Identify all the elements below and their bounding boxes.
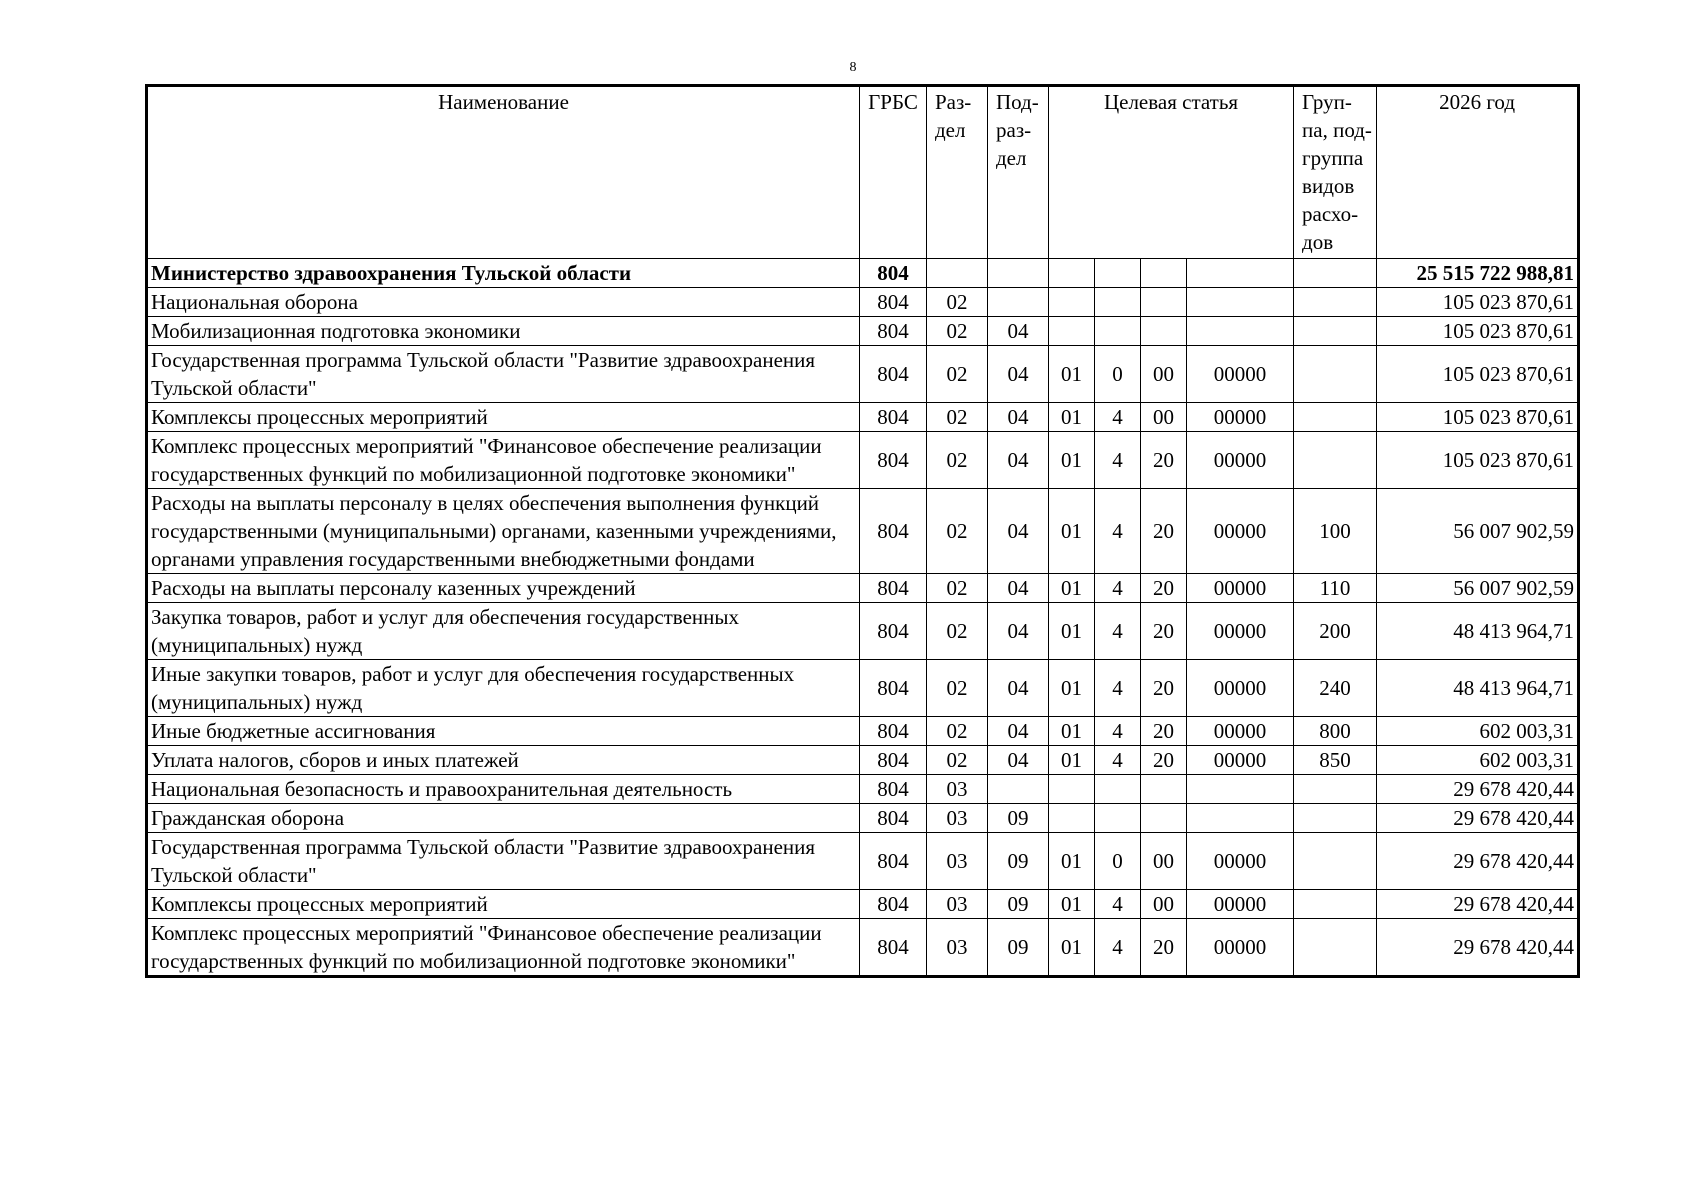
cell-amount: 29 678 420,44 [1377, 775, 1578, 804]
cell-amount: 29 678 420,44 [1377, 890, 1578, 919]
cell-expense-group: 100 [1294, 489, 1377, 574]
cell-target-program: 01 [1049, 432, 1095, 489]
page-number: 8 [849, 60, 857, 75]
cell-target-subprogram [1141, 317, 1187, 346]
cell-expense-group: 850 [1294, 746, 1377, 775]
cell-name: Мобилизационная подготовка экономики [148, 317, 860, 346]
cell-name: Расходы на выплаты персоналу казенных учреждений [148, 574, 860, 603]
cell-section: 02 [927, 317, 988, 346]
cell-section: 02 [927, 660, 988, 717]
cell-target-program: 01 [1049, 717, 1095, 746]
cell-name: Комплексы процессных мероприятий [148, 890, 860, 919]
cell-expense-group: 200 [1294, 603, 1377, 660]
cell-target-subprogram [1141, 775, 1187, 804]
cell-target-direction: 00000 [1187, 432, 1294, 489]
cell-amount: 25 515 722 988,81 [1377, 259, 1578, 288]
header-target-article: Целевая статья [1049, 87, 1294, 259]
cell-name: Комплекс процессных мероприятий "Финансовое обеспечение реализации государственных функций по мобилизационной подготовке экономики" [148, 432, 860, 489]
cell-target-program [1049, 317, 1095, 346]
table-row [148, 833, 1578, 890]
table-row [148, 403, 1578, 432]
cell-target-direction: 00000 [1187, 574, 1294, 603]
cell-amount: 29 678 420,44 [1377, 833, 1578, 890]
cell-target-program [1049, 804, 1095, 833]
table-row [148, 919, 1578, 976]
cell-target-subprogram: 20 [1141, 660, 1187, 717]
cell-subsection [988, 259, 1049, 288]
cell-subsection: 04 [988, 717, 1049, 746]
table-row [148, 890, 1578, 919]
cell-name: Закупка товаров, работ и услуг для обеспечения государственных (муниципальных) нужд [148, 603, 860, 660]
cell-grbs: 804 [860, 403, 927, 432]
cell-grbs: 804 [860, 432, 927, 489]
cell-expense-group [1294, 259, 1377, 288]
cell-target-direction [1187, 804, 1294, 833]
cell-name: Министерство здравоохранения Тульской области [148, 259, 860, 288]
budget-table [147, 86, 1578, 976]
table-row [148, 717, 1578, 746]
cell-target-direction [1187, 259, 1294, 288]
cell-subsection: 09 [988, 804, 1049, 833]
cell-grbs: 804 [860, 660, 927, 717]
cell-amount: 56 007 902,59 [1377, 574, 1578, 603]
cell-target-type: 4 [1095, 890, 1141, 919]
cell-target-program: 01 [1049, 574, 1095, 603]
cell-target-type: 4 [1095, 603, 1141, 660]
cell-grbs: 804 [860, 833, 927, 890]
cell-grbs: 804 [860, 717, 927, 746]
cell-target-subprogram: 00 [1141, 890, 1187, 919]
cell-target-type: 4 [1095, 403, 1141, 432]
cell-target-type [1095, 775, 1141, 804]
cell-target-program: 01 [1049, 403, 1095, 432]
cell-target-type: 4 [1095, 574, 1141, 603]
cell-name: Государственная программа Тульской области "Развитие здравоохранения Тульской области" [148, 833, 860, 890]
cell-subsection: 09 [988, 919, 1049, 976]
cell-amount: 48 413 964,71 [1377, 603, 1578, 660]
cell-target-subprogram: 20 [1141, 574, 1187, 603]
cell-target-program: 01 [1049, 489, 1095, 574]
table-row [148, 346, 1578, 403]
cell-target-direction: 00000 [1187, 890, 1294, 919]
cell-section: 03 [927, 919, 988, 976]
cell-target-direction: 00000 [1187, 346, 1294, 403]
cell-expense-group: 800 [1294, 717, 1377, 746]
cell-grbs: 804 [860, 317, 927, 346]
cell-name: Национальная оборона [148, 288, 860, 317]
cell-target-program [1049, 775, 1095, 804]
cell-expense-group [1294, 317, 1377, 346]
table-row [148, 489, 1578, 574]
cell-target-type [1095, 317, 1141, 346]
cell-target-subprogram [1141, 288, 1187, 317]
cell-amount: 105 023 870,61 [1377, 288, 1578, 317]
cell-name: Уплата налогов, сборов и иных платежей [148, 746, 860, 775]
cell-grbs: 804 [860, 890, 927, 919]
cell-target-program: 01 [1049, 919, 1095, 976]
cell-target-direction: 00000 [1187, 833, 1294, 890]
cell-subsection: 04 [988, 317, 1049, 346]
cell-target-direction: 00000 [1187, 489, 1294, 574]
cell-target-subprogram: 00 [1141, 833, 1187, 890]
cell-target-subprogram: 20 [1141, 746, 1187, 775]
cell-target-direction: 00000 [1187, 603, 1294, 660]
cell-target-subprogram: 20 [1141, 919, 1187, 976]
table-row [148, 746, 1578, 775]
cell-section: 02 [927, 346, 988, 403]
cell-grbs: 804 [860, 775, 927, 804]
cell-target-program [1049, 288, 1095, 317]
cell-target-program: 01 [1049, 603, 1095, 660]
cell-section: 03 [927, 775, 988, 804]
table-row [148, 775, 1578, 804]
cell-subsection: 04 [988, 346, 1049, 403]
cell-target-type [1095, 288, 1141, 317]
table-row [148, 603, 1578, 660]
cell-subsection: 04 [988, 660, 1049, 717]
cell-target-program: 01 [1049, 746, 1095, 775]
cell-grbs: 804 [860, 346, 927, 403]
cell-target-subprogram: 20 [1141, 603, 1187, 660]
cell-target-subprogram: 20 [1141, 489, 1187, 574]
cell-amount: 56 007 902,59 [1377, 489, 1578, 574]
cell-section: 02 [927, 603, 988, 660]
cell-amount: 105 023 870,61 [1377, 317, 1578, 346]
cell-grbs: 804 [860, 804, 927, 833]
cell-target-direction [1187, 775, 1294, 804]
cell-subsection: 04 [988, 403, 1049, 432]
cell-grbs: 804 [860, 489, 927, 574]
cell-section: 02 [927, 717, 988, 746]
cell-expense-group [1294, 775, 1377, 804]
cell-section: 02 [927, 288, 988, 317]
cell-amount: 48 413 964,71 [1377, 660, 1578, 717]
header-year: 2026 год [1377, 87, 1578, 259]
cell-section: 03 [927, 804, 988, 833]
cell-amount: 105 023 870,61 [1377, 403, 1578, 432]
cell-target-direction [1187, 317, 1294, 346]
cell-grbs: 804 [860, 603, 927, 660]
cell-subsection: 04 [988, 432, 1049, 489]
cell-target-direction [1187, 288, 1294, 317]
cell-subsection: 04 [988, 574, 1049, 603]
cell-target-type [1095, 804, 1141, 833]
cell-subsection: 04 [988, 603, 1049, 660]
cell-target-program: 01 [1049, 833, 1095, 890]
cell-section [927, 259, 988, 288]
cell-target-program: 01 [1049, 346, 1095, 403]
header-grbs: ГРБС [860, 87, 927, 259]
cell-expense-group [1294, 346, 1377, 403]
cell-subsection [988, 288, 1049, 317]
cell-name: Государственная программа Тульской области "Развитие здравоохранения Тульской области" [148, 346, 860, 403]
cell-name: Национальная безопасность и правоохранительная деятельность [148, 775, 860, 804]
cell-name: Гражданская оборона [148, 804, 860, 833]
cell-subsection: 04 [988, 746, 1049, 775]
table-row [148, 259, 1578, 288]
cell-expense-group: 240 [1294, 660, 1377, 717]
cell-target-subprogram [1141, 259, 1187, 288]
cell-section: 02 [927, 403, 988, 432]
cell-name: Комплексы процессных мероприятий [148, 403, 860, 432]
cell-expense-group [1294, 403, 1377, 432]
cell-section: 02 [927, 746, 988, 775]
cell-expense-group: 110 [1294, 574, 1377, 603]
cell-target-direction: 00000 [1187, 919, 1294, 976]
cell-target-program: 01 [1049, 660, 1095, 717]
cell-target-type: 4 [1095, 746, 1141, 775]
cell-expense-group [1294, 432, 1377, 489]
cell-section: 02 [927, 489, 988, 574]
cell-grbs: 804 [860, 574, 927, 603]
cell-target-type: 4 [1095, 919, 1141, 976]
table-header-row [148, 87, 1578, 259]
cell-target-subprogram: 20 [1141, 717, 1187, 746]
cell-expense-group [1294, 890, 1377, 919]
cell-target-type: 0 [1095, 833, 1141, 890]
cell-section: 02 [927, 574, 988, 603]
cell-expense-group [1294, 288, 1377, 317]
cell-target-subprogram: 20 [1141, 432, 1187, 489]
table-row [148, 317, 1578, 346]
cell-grbs: 804 [860, 288, 927, 317]
cell-expense-group [1294, 804, 1377, 833]
cell-target-direction: 00000 [1187, 746, 1294, 775]
cell-target-type: 4 [1095, 717, 1141, 746]
cell-target-direction: 00000 [1187, 660, 1294, 717]
cell-name: Иные бюджетные ассигнования [148, 717, 860, 746]
cell-target-type [1095, 259, 1141, 288]
cell-target-type: 4 [1095, 432, 1141, 489]
cell-target-subprogram [1141, 804, 1187, 833]
cell-subsection: 09 [988, 833, 1049, 890]
cell-subsection: 09 [988, 890, 1049, 919]
header-subsection: Под- раз- дел [988, 87, 1049, 259]
cell-target-subprogram: 00 [1141, 346, 1187, 403]
cell-target-program: 01 [1049, 890, 1095, 919]
table-row [148, 432, 1578, 489]
cell-amount: 602 003,31 [1377, 717, 1578, 746]
header-name: Наименование [148, 87, 860, 259]
cell-target-subprogram: 00 [1141, 403, 1187, 432]
cell-grbs: 804 [860, 259, 927, 288]
cell-amount: 602 003,31 [1377, 746, 1578, 775]
cell-amount: 105 023 870,61 [1377, 432, 1578, 489]
cell-target-direction: 00000 [1187, 403, 1294, 432]
cell-expense-group [1294, 833, 1377, 890]
cell-expense-group [1294, 919, 1377, 976]
header-expense-group: Груп- па, под- группа видов расхо- дов [1294, 87, 1377, 259]
cell-name: Иные закупки товаров, работ и услуг для обеспечения государственных (муниципальных) нужд [148, 660, 860, 717]
table-row [148, 804, 1578, 833]
cell-target-type: 4 [1095, 489, 1141, 574]
cell-section: 02 [927, 432, 988, 489]
header-section: Раз- дел [927, 87, 988, 259]
cell-grbs: 804 [860, 919, 927, 976]
cell-target-type: 4 [1095, 660, 1141, 717]
cell-target-type: 0 [1095, 346, 1141, 403]
table-body [148, 259, 1578, 976]
cell-target-direction: 00000 [1187, 717, 1294, 746]
cell-section: 03 [927, 833, 988, 890]
cell-section: 03 [927, 890, 988, 919]
cell-subsection: 04 [988, 489, 1049, 574]
cell-name: Комплекс процессных мероприятий "Финансовое обеспечение реализации государственных функций по мобилизационной подготовке экономики" [148, 919, 860, 976]
cell-amount: 105 023 870,61 [1377, 346, 1578, 403]
cell-amount: 29 678 420,44 [1377, 919, 1578, 976]
cell-name: Расходы на выплаты персоналу в целях обеспечения выполнения функций государственными (муниципальными) органами, казенными учреждениями, органами управления государственными внебюджетными фондами [148, 489, 860, 574]
cell-amount: 29 678 420,44 [1377, 804, 1578, 833]
table-row [148, 660, 1578, 717]
table-row [148, 288, 1578, 317]
cell-grbs: 804 [860, 746, 927, 775]
cell-target-program [1049, 259, 1095, 288]
table-row [148, 574, 1578, 603]
cell-subsection [988, 775, 1049, 804]
